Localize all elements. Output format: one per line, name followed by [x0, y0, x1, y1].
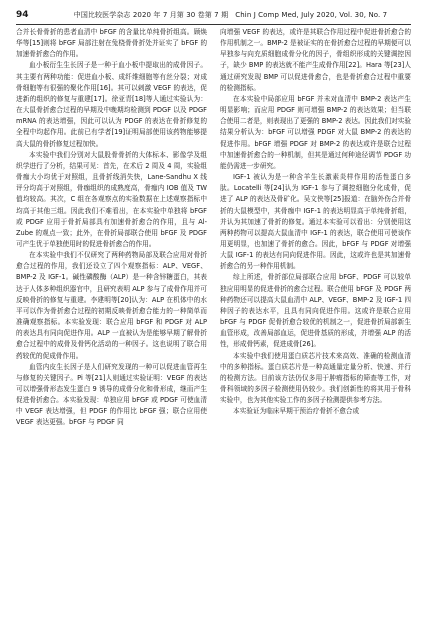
- paragraph: IGF-1 被认为是一种含羊生长激素炎样作用的活性蛋白多肽。Locatelli 等[24]认为 IGF-1 参与了调控细胞分化成骨，促进了 ALP 的表达及骨矿化。吴文侠等[25]报道：在脑外伤合并骨折的大鼠模型中，其骨痂中 IGF-1 的表达明显高于单纯骨折组，并认为其加速了骨折的修复。通过本实验可以看出：分别使用这两种药物可以提高大鼠血清中 IGF-1 的表达，联合使用可使该作用更明显，也加速了骨折的愈合。因此，bFGF 与 PDGF 对增强大鼠 IGF-1 的表达有同向促进作用。因此，这或许也是其加速骨折愈合的另一种作用机制。: [220, 173, 411, 271]
- paragraph: 本实验中我们使用蛋白质芯片技术来高效、准确的检测血清中的多种指标。蛋白质芯片是一种高通量定量分析、快速、并行的检测方法。目前该方法仍仅多用于肿瘤指标的筛查等工作，对骨科领域的多因子检测使用仍较少。我们创新性的将其用于骨科实验中，也为其他实验工作的多因子检测提供参考方法。: [220, 351, 411, 405]
- running-header: [16, 10, 411, 24]
- page-number: 94: [16, 10, 29, 20]
- left-text-column: [16, 27, 207, 617]
- journal-citation-line: 中国比较医学杂志 2020 年 7 月第 30 卷第 7 期 Chin J Comp Med, July 2020, Vol. 30, No. 7: [73, 11, 388, 19]
- header-rule: [16, 24, 411, 25]
- paragraph: 本实验中我们分别对大鼠股骨骨折的大体标本、影像学及组织学进行了分析，结果可见：首先，在术后 2 周及 4 周，实验组骨痂大小均优于对照组，且骨折线消失快，Lane-Sandhu X 线评分均高于对照组，骨痂组织的成熟度高，骨痂内 IOB 值及 TW 值均较高。其次，C 组在各观察点的实验数据在上述观察指标中均高于其他三组。因此我们不难看出，在本实验中单独将 bFGF 或 PDGF 应用于骨折局部具有加速骨折愈合的作用，且与 Al-Zube 的观点一致；此外，在骨折局部联合使用 bFGF 及 PDGF 可产生优于单独使用时的促进骨折愈合的作用。: [16, 150, 207, 248]
- paragraph: 合并长骨骨折的患者血清中 bFGF 的含量比单纯骨折组高。顾焕华等[15]则将 bFGF 局部注射在兔桡骨骨折处并证实了 bFGF 的加速骨折愈合的作用。: [16, 28, 207, 59]
- paragraph: 综上所述，骨折部位局部联合应用 bFGF、PDGF 可以较单独应用明显的促进骨折的愈合过程。联合使用 bFGF 及 PDGF 两种药物还可以提高大鼠血清中 ALP、VEGF、BMP-2 及 IGF-1 四种因子的表达水平，且具有同向促进作用。这或许是联合应用 bFGF 与 PDGF 促骨折愈合较优的机制之一，促进骨折局部新生血管形成，改善局部血运，促进骨基质的形成，并增强 ALP 的活性，形成骨钙素，促进成骨[26]。: [220, 273, 411, 349]
- right-text-column: [220, 27, 411, 617]
- paragraph: 向增强 VEGF 的表达，或许是其联合作用过程中促进骨折愈合的作用机制之一。BMP-2 是被证实的在骨折愈合过程的早期便可以早独参与向充质细胞成骨分化的因子，骨组织形成的关键调控因子，缺少 BMP 的表达就不能产生成骨作用[22]。Hara 等[23]人通过研究发现 BMP 可以促进骨愈合，也是骨折愈合过程中重要的检测指标。: [220, 28, 411, 92]
- paragraph: 在本实验中我们不仅研究了两种药物局部及联合应用对骨折愈合过程的作用，我们还设立了四个观察指标：ALP、VEGF、BMP-2 及 IGF-1。碱性磷酸酶（ALP）是一种含锌糖蛋白，其表达于人体多种组织器官中，且研究表明 ALP 参与了成骨作用并可反映骨折的修复与重建。李建明等[20]认为：ALP 在机体中的水平可以作为骨折愈合过程的初期反映骨折愈合能力的一种简单而准确观察指标。本实验发现：联合应用 bFGF 和 PDGF 对 ALP 的表达具有同向促进作用。ALP 一直被认为是能够早期了解骨折愈合过程中的成骨及骨钙化活动的一种因子。这也说明了联合用药较优的促成骨作用。: [16, 251, 207, 360]
- paragraph: 本实验证为临床早期干预治疗骨折不愈合或: [233, 407, 360, 416]
- paragraph: 血小板衍生生长因子是一种于血小板中提取出的成骨因子。其主要有两种功能：促进血小板、成纤维细胞等有丝分裂；对成骨细胞等有很强的聚化作用[16]。其可以刺激 VEGF 的表达，促进新的组织的修复与重建[17]。徐亚青[18]等人通过实验认为：在大鼠骨折愈合过程的早期及中晚期均检测到 PDGF 以及 PDGF mRNA 的表达增强，因此可以认为 PDGF 的表达在骨折修复的全程中均起作用。此前已有学者[19]证明局部使用该药物能够提高大鼠的骨折修复过程加快。: [16, 61, 207, 148]
- paragraph: 在本实验中局部应用 bFGF 并未对血清中 BMP-2 表达产生明显影响；而应用 PDGF 则可增强 BMP-2 的表达效果；但当联合使用二者是，则表现出了更强的 BMP-2 表达。因此我们对实验结果分析认为：bFGF 可以增强 PDGF 对大鼠 BMP-2 的表达的促进作用。bFGF 增强 PDGF 对 BMP-2 的表达或许是联合过程中加速骨折愈合的一种机制，但其是通过何种途径调节 PDGF 功能仍需进一步研究。: [220, 94, 411, 170]
- paragraph: 血管内皮生长因子是人们研究发现的一种可以促进血管再生与修复的关键因子。Pi 等[21]人则通过实验证明：VEGF 的表达可以增强骨形态发生蛋白 9 诱导的成骨分化和骨形成，继而产生促进骨折愈合。本实验发现：单独应用 bFGF 或 PDGF 可使血清中 VEGF 表达增强，但 PDGF 的作用比 bFGF 强；联合应用使 VEGF 表达更强。bFGF 与 PDGF 同: [16, 362, 207, 427]
